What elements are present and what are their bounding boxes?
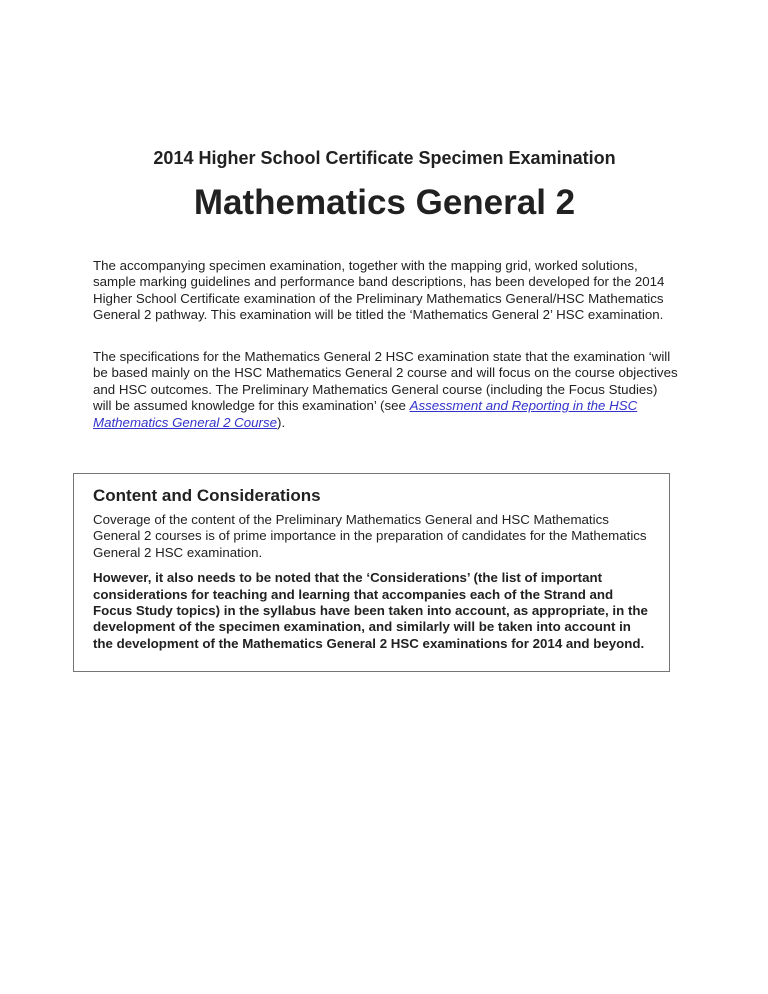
- content-considerations-box: [73, 473, 670, 672]
- intro-paragraph-2: [93, 349, 678, 431]
- box-paragraph-coverage: Coverage of the content of the Preliminary Mathematics General and HSC Mathematics General 2 courses is of prime importance in the preparation of candidates for the Mathematics General 2 HSC examination.: [93, 512, 647, 560]
- page-title: Mathematics General 2: [193, 183, 576, 222]
- paragraph-2-text-before: The specifications for the Mathematics General 2 HSC examination state that the examination ‘will be based mainly on the HSC Mathematics General 2 course and will focus on the course objectives and HSC outcomes. The Preliminary Mathematics General course (including the Focus Studies) will be assumed knowledge for this examination’ (see: [93, 349, 678, 414]
- box-paragraph-considerations: However, it also needs to be noted that the ‘Considerations’ (the list of important considerations for teaching and learning that accompanies each of the Strand and Focus Study topics) in the syllabus have been taken into account, as appropriate, in the development of the specimen examination, and similarly will be taken into account in the development of the Mathematics General 2 HSC examinations for 2014 and beyond.: [93, 570, 648, 651]
- box-heading: Content and Considerations: [93, 486, 321, 505]
- intro-paragraph-1: The accompanying specimen examination, together with the mapping grid, worked solutions, sample marking guidelines and performance band descriptions, has been developed for the 2014 Higher School Certificate examination of the Preliminary Mathematics General/HSC Mathematics General 2 pathway. This examination will be titled the ‘Mathematics General 2’ HSC examination.: [93, 258, 665, 323]
- exam-subtitle: 2014 Higher School Certificate Specimen Examination: [153, 148, 616, 168]
- paragraph-2-text-after: ).: [277, 414, 286, 430]
- assessment-reporting-link[interactable]: Assessment and Reporting in the HSC Mathematics General 2 Course: [93, 398, 638, 430]
